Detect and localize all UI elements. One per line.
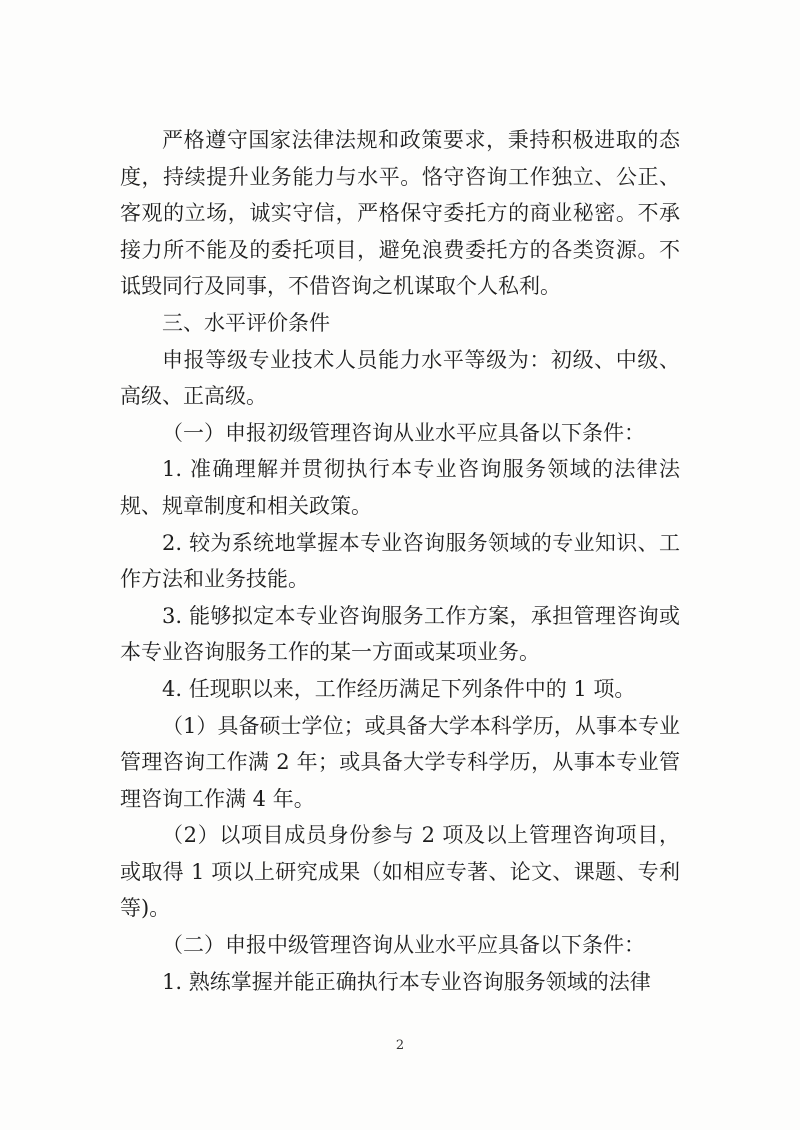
- paragraph-junior-item-2: 2. 较为系统地掌握本专业咨询服务领域的专业知识、工作方法和业务技能。: [120, 530, 680, 592]
- paragraph-intermediate-item-1: 1. 熟练掌握并能正确执行本专业咨询服务领域的法律: [162, 969, 651, 994]
- paragraph-junior-item-3: 3. 能够拟定本专业咨询服务工作方案，承担管理咨询或本专业咨询服务工作的某一方面或某项业务。: [120, 603, 680, 665]
- paragraph-junior-item-1: 1. 准确理解并贯彻执行本专业咨询服务领域的法律法规、规章制度和相关政策。: [120, 457, 680, 518]
- subheading-intermediate-level: （二）申报中级管理咨询从业水平应具备以下条件：: [162, 933, 645, 958]
- page-number: 2: [395, 1038, 405, 1053]
- section-heading-evaluation-conditions: 三、水平评价条件: [162, 310, 330, 335]
- paragraph-professional-ethics: 严格遵守国家法律法规和政策要求，秉持积极进取的态度，持续提升业务能力与水平。恪守咨询工作独立、公正、客观的立场，诚实守信，严格保守委托方的商业秘密。不承接力所不能及的委托项目，避免浪费委托方的各类资源。不诋毁同行及同事，不借咨询之机谋取个人私利。: [120, 128, 680, 299]
- document-body: [120, 122, 680, 1000]
- paragraph-junior-item-4-1: （1）具备硕士学位；或具备大学本科学历，从事本专业管理咨询工作满 2 年；或具备大学专科学历，从事本专业管理咨询工作满 4 年。: [120, 713, 680, 811]
- paragraph-junior-item-4-2: （2）以项目成员身份参与 2 项及以上管理咨询项目，或取得 1 项以上研究成果（如相应专著、论文、课题、专利等)。: [120, 823, 680, 921]
- subheading-junior-level: （一）申报初级管理咨询从业水平应具备以下条件：: [162, 420, 645, 445]
- paragraph-levels: 申报等级专业技术人员能力水平等级为：初级、中级、高级、正高级。: [120, 347, 680, 409]
- paragraph-junior-item-4: 4. 任现职以来，工作经历满足下列条件中的 1 项。: [162, 676, 636, 701]
